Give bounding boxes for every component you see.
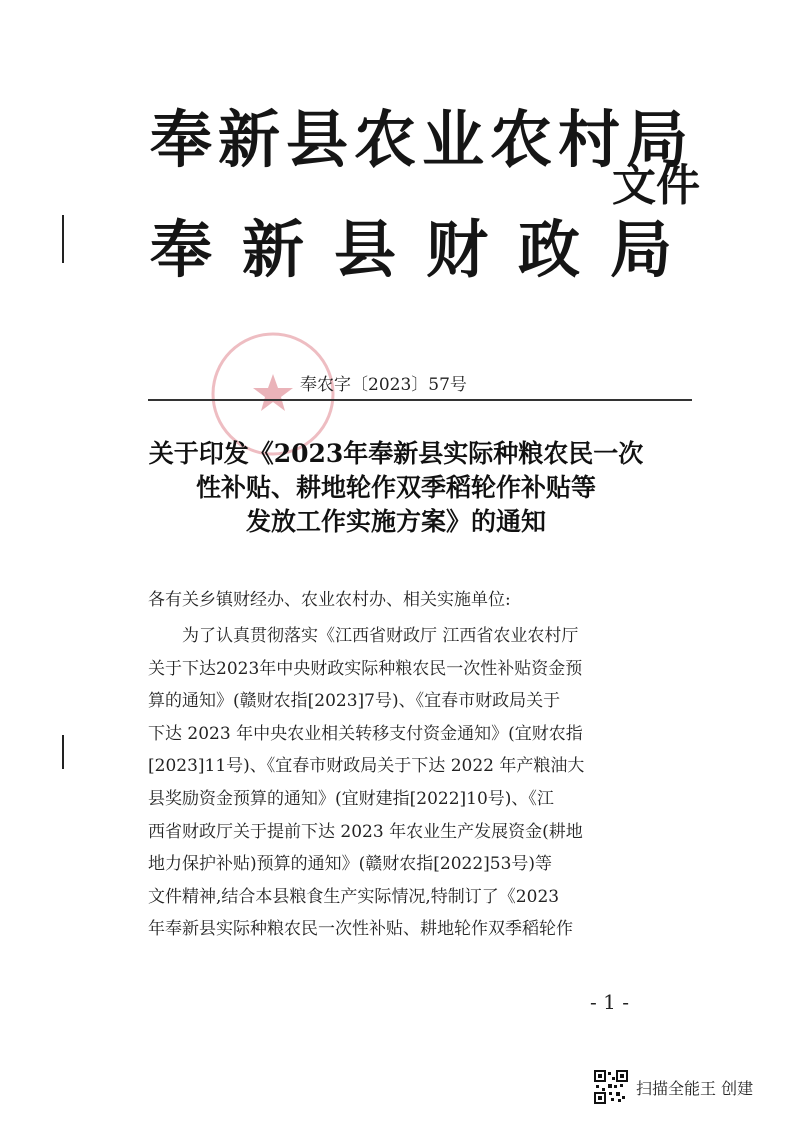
body-line: 关于下达2023年中央财政实际种粮农民一次性补贴资金预 bbox=[148, 658, 583, 679]
title-line: 关于印发《2023年奉新县实际种粮农民一次 bbox=[148, 439, 644, 468]
page-number: - 1 - bbox=[590, 990, 629, 1014]
body-line: 地力保护补贴)预算的通知》(赣财农指[2022]53号)等 bbox=[148, 854, 553, 875]
issuing-agency-line-1: 奉新县农业农村局 bbox=[150, 103, 695, 176]
body-line: 西省财政厅关于提前下达 2023 年农业生产发展资金(耕地 bbox=[148, 821, 583, 842]
body-line: 算的通知》(赣财农指[2023]7号)、《宜春市财政局关于 bbox=[148, 691, 561, 712]
header-divider bbox=[148, 399, 692, 401]
document-number: 奉农字〔2023〕57号 bbox=[300, 375, 467, 395]
watermark-text: 扫描全能王 创建 bbox=[636, 1078, 754, 1098]
scanner-watermark bbox=[594, 1070, 753, 1104]
document-type-label: 文件 bbox=[612, 160, 700, 211]
title-line: 性补贴、耕地轮作双季稻轮作补贴等 bbox=[195, 473, 596, 502]
body-line: [2023]11号)、《宜春市财政局关于下达 2022 年产粮油大 bbox=[148, 756, 585, 777]
title-line: 发放工作实施方案》的通知 bbox=[245, 507, 546, 536]
margin-mark bbox=[62, 735, 64, 769]
document-title bbox=[140, 437, 652, 539]
issuing-agency-line-2: 奉新县财政局 bbox=[150, 213, 703, 286]
margin-mark bbox=[62, 215, 64, 263]
body-line: 县奖励资金预算的通知》(宜财建指[2022]10号)、《江 bbox=[148, 788, 554, 809]
body-line: 为了认真贯彻落实《江西省财政厅 江西省农业农村厅 bbox=[182, 626, 579, 646]
salutation: 各有关乡镇财经办、农业农村办、相关实施单位: bbox=[148, 590, 511, 610]
body-paragraph bbox=[148, 620, 658, 946]
body-line: 年奉新县实际种粮农民一次性补贴、耕地轮作双季稻轮作 bbox=[148, 919, 573, 940]
body-line: 文件精神,结合本县粮食生产实际情况,特制订了《2023 bbox=[148, 886, 560, 907]
qr-code-icon bbox=[594, 1070, 628, 1104]
body-line: 下达 2023 年中央农业相关转移支付资金通知》(宜财农指 bbox=[148, 723, 583, 744]
